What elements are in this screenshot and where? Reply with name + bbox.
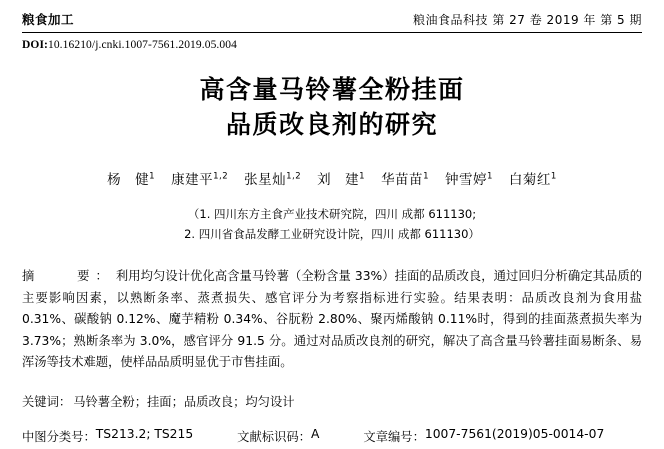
author-item [381,172,429,188]
author-name: 刘 建 [317,172,360,188]
document-code-label: 文献标识码： [237,429,311,444]
author-name: 钟雪婷 [444,172,487,188]
author-item [244,172,301,188]
author-item [317,172,365,188]
author-name: 康建平 [171,172,214,188]
author-affil-marker: 1 [423,171,429,182]
author-item [107,172,155,188]
article-number-label: 文章编号： [363,429,425,444]
clc-label: 中图分类号： [22,429,96,444]
title-line-2: 品质改良剂的研究 [225,109,438,139]
header-rule [22,32,642,33]
document-code-value: A [310,426,320,441]
affiliation-item: 2. 四川省食品发酵工业研究设计院，四川 成都 611130） [184,227,480,242]
author-name: 杨 健 [107,172,150,188]
author-name: 张星灿 [244,172,287,188]
article-number-value: 1007-7561(2019)05-0014-07 [424,426,605,441]
author-affil-marker: 1,2 [213,171,229,182]
keywords-block [22,392,642,413]
author-affil-marker: 1,2 [286,171,302,182]
author-name: 华苗苗 [381,172,424,188]
author-item [445,172,493,188]
author-affil-marker: 1 [486,171,493,182]
abstract-text: 利用均匀设计优化高含量马铃薯（全粉含量 33%）挂面的品质改良，通过回归分析确定其品质的主要影响因素，以熟断条率、蒸煮损失、感官评分为考察指标进行实验。结果表明：品质改良剂为食用盐 0.31%、碳酸钠 0.12%、魔芋精粉 0.34%、谷朊粉 2.80%、聚丙烯酸钠 0.11%时，得到的挂面蒸煮损失率为 3.73%；熟断条率为 3.0%，感官评分 91.5 分。通过对品质改良剂的研究，解决了高含量马铃薯挂面易断条、易浑汤等技术难题，使样品品质明显优于市售挂面。 [22,269,642,370]
author-item [509,172,557,188]
title-line-1: 高含量马铃薯全粉挂面 [199,75,465,104]
author-affil-marker: 1 [359,171,366,182]
author-affil-marker: 1 [550,171,557,182]
running-head-left: 粮食加工 [22,12,75,27]
article-title [22,73,642,142]
keywords-text: 马铃薯全粉；挂面；品质改良；均匀设计 [73,394,295,409]
author-name: 白菊红 [508,172,551,188]
running-head-right: 粮油食品科技 第 27 卷 2019 年 第 5 期 [413,13,642,27]
affiliation-item: （1. 四川东方主食产业技术研究院，四川 成都 611130; [187,207,477,221]
abstract-label: 摘 要： [22,269,114,284]
clc-value: TS213.2; TS215 [95,426,194,441]
doi-value: 10.16210/j.cnki.1007-7561.2019.05.004 [47,39,237,51]
doi-label: DOI: [22,39,48,51]
author-list [22,168,642,188]
abstract-block [22,266,642,374]
affiliation-list [22,204,642,244]
author-item [171,172,228,188]
footer-meta [22,427,642,445]
doi-line [22,39,642,51]
author-affil-marker: 1 [149,171,156,182]
running-head [22,10,642,32]
keywords-label: 关键词： [22,394,72,409]
